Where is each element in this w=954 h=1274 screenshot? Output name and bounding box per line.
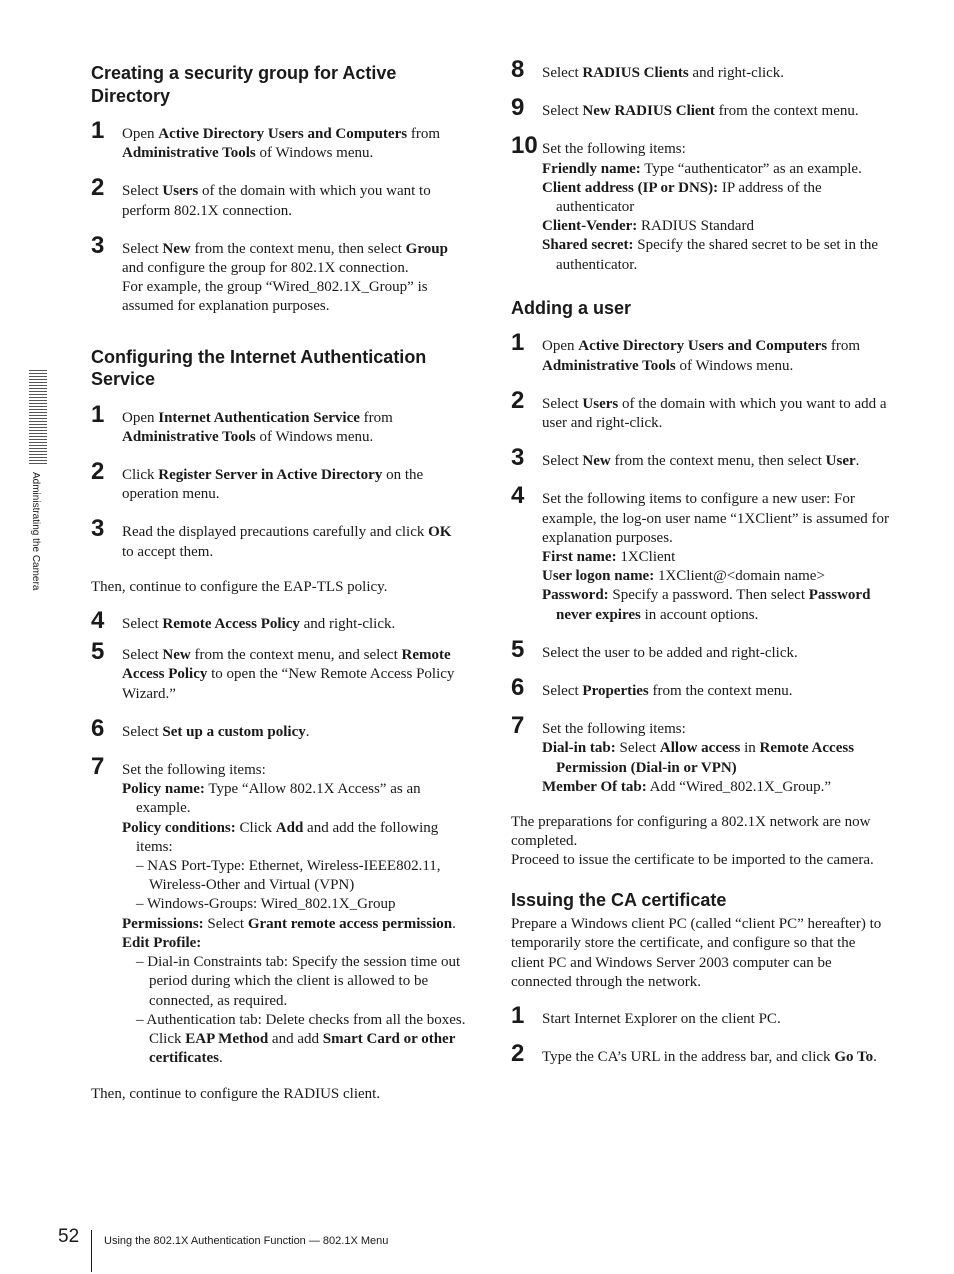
sub-item: – Dial-in Constraints tab: Specify the session time out period during which the client is allowed to be connected, as required. <box>136 954 461 1009</box>
footer-divider <box>91 1230 92 1272</box>
setting-password: Password: Specify a password. Then select Password never expires in account options. <box>542 587 871 623</box>
step-text: Open Internet Authentication Service from Administrative Tools of Windows menu. <box>122 409 393 445</box>
step-number: 4 <box>511 482 525 510</box>
left-column <box>91 62 466 1123</box>
step-number: 3 <box>91 515 105 543</box>
step <box>511 132 889 274</box>
step-number: 1 <box>511 1001 525 1029</box>
section-title-adding-user: Adding a user <box>511 297 632 318</box>
step-text: Select Set up a custom policy. <box>122 723 310 740</box>
step-number: 6 <box>91 714 105 742</box>
setting-friendly-name: Friendly name: Type “authenticator” as an example. <box>542 160 862 177</box>
setting-first-name: First name: 1XClient <box>542 548 676 565</box>
step-number: 2 <box>511 1040 525 1068</box>
step-text: Set the following items: <box>122 762 266 779</box>
step-note: For example, the group “Wired_802.1X_Group” is assumed for explanation purposes. <box>122 279 428 315</box>
side-section-label: Administrating the Camera <box>30 472 41 591</box>
step <box>511 94 889 122</box>
sub-item: – Authentication tab: Delete checks from all the boxes. Click EAP Method and add Smart Card or other certificates. <box>136 1011 466 1067</box>
setting-client-vender: Client-Vender: RADIUS Standard <box>542 218 754 235</box>
setting-shared-secret: Shared secret: Specify the shared secret to be set in the authenticator. <box>542 237 879 273</box>
step-number: 6 <box>511 673 525 701</box>
step-text: Select New from the context menu, and select Remote Access Policy to open the “New Remote Access Policy Wizard.” <box>122 647 455 702</box>
step <box>511 1001 889 1029</box>
paragraph-prep-complete: The preparations for configuring a 802.1X network are now completed. <box>511 813 871 850</box>
step <box>511 482 889 624</box>
step-number: 2 <box>511 386 525 414</box>
setting-client-address: Client address (IP or DNS): IP address of the authenticator <box>542 179 822 216</box>
step <box>511 673 889 701</box>
setting-user-logon-name: User logon name: 1XClient@<domain name> <box>542 568 825 585</box>
page-number: 52 <box>58 1226 80 1247</box>
step-number: 1 <box>511 329 525 357</box>
step-number: 1 <box>91 117 105 144</box>
step-text: Start Internet Explorer on the client PC. <box>542 1010 781 1027</box>
step-text: Select RADIUS Clients and right-click. <box>542 65 785 81</box>
step-text: Set the following items to configure a new user: For example, the log-on user name “1XClient” is assumed for explanation purposes. <box>542 491 889 546</box>
step <box>511 635 889 663</box>
setting-permissions: Permissions: Select Grant remote access permission. <box>122 915 456 932</box>
footer-running-title: Using the 802.1X Authentication Function — 802.1X Menu <box>104 1235 389 1247</box>
step-text: Select New from the context menu, then select Group and configure the group for 802.1X connection. <box>122 240 448 277</box>
step <box>91 117 466 163</box>
step-number: 7 <box>511 712 525 740</box>
setting-edit-profile: Edit Profile: <box>122 934 202 951</box>
step-number: 2 <box>91 458 105 486</box>
side-index-tab <box>29 370 47 466</box>
step <box>91 174 466 220</box>
step-number: 7 <box>91 753 105 781</box>
step-text: Click Register Server in Active Directory on the operation menu. <box>122 467 424 503</box>
step-text: Select Users of the domain with which you want to add a user and right-click. <box>542 395 887 431</box>
step-text: Select the user to be added and right-click. <box>542 644 798 661</box>
step <box>511 1040 889 1068</box>
step <box>91 231 466 317</box>
paragraph-radius: Then, continue to configure the RADIUS client. <box>91 1086 381 1103</box>
step-number: 4 <box>91 607 105 635</box>
section-title-ias: Configuring the Internet Authentication Service <box>91 346 427 390</box>
paragraph-eap: Then, continue to configure the EAP-TLS policy. <box>91 578 388 595</box>
setting-member-of-tab: Member Of tab: Add “Wired_802.1X_Group.” <box>542 778 832 795</box>
step <box>511 444 889 472</box>
step <box>511 56 889 83</box>
setting-policy-conditions: Policy conditions: Click Add and add the following items: <box>122 819 439 855</box>
step-text: Set the following items: <box>542 721 686 738</box>
step-number: 5 <box>91 638 105 666</box>
step-text: Type the CA’s URL in the address bar, and click Go To. <box>542 1049 877 1066</box>
step <box>91 714 466 742</box>
sub-item: – NAS Port-Type: Ethernet, Wireless-IEEE802.11, Wireless-Other and Virtual (VPN) <box>136 858 441 894</box>
step-number: 1 <box>91 400 105 428</box>
step-number: 8 <box>511 56 525 83</box>
step-number: 5 <box>511 635 525 663</box>
paragraph-ca-intro: Prepare a Windows client PC (called “client PC” hereafter) to temporarily store the certificate, and configure so that the client PC and Windows Server 2003 computer can be connected through the network. <box>511 916 882 990</box>
step-text: Read the displayed precautions carefully and click OK to accept them. <box>122 524 452 560</box>
step <box>511 386 889 433</box>
step-number: 2 <box>91 174 105 202</box>
step-text: Select New RADIUS Client from the context menu. <box>542 103 859 120</box>
step <box>91 400 466 447</box>
step-number: 3 <box>91 231 105 259</box>
step-text: Select Properties from the context menu. <box>542 682 793 699</box>
right-column <box>511 56 889 1086</box>
step <box>511 712 889 797</box>
setting-policy-name: Policy name: Type “Allow 802.1X Access” as an example. <box>122 781 421 817</box>
step-text: Open Active Directory Users and Computers from Administrative Tools of Windows menu. <box>122 126 441 162</box>
step <box>91 607 466 635</box>
step <box>91 638 466 704</box>
step-number: 3 <box>511 444 525 472</box>
setting-dial-in-tab: Dial-in tab: Select Allow access in Remote Access Permission (Dial-in or VPN) <box>542 740 855 776</box>
section-title-security-group: Creating a security group for Active Directory <box>91 63 397 106</box>
step <box>91 515 466 561</box>
step-number: 10 <box>511 132 538 160</box>
section-title-ca-certificate: Issuing the CA certificate <box>511 889 727 910</box>
step <box>511 329 889 375</box>
step-number: 9 <box>511 94 525 122</box>
step-text: Select New from the context menu, then select User. <box>542 453 860 470</box>
step-text: Select Users of the domain with which you want to perform 802.1X connection. <box>122 183 431 219</box>
paragraph-proceed: Proceed to issue the certificate to be imported to the camera. <box>511 852 874 869</box>
step-text: Open Active Directory Users and Computers from Administrative Tools of Windows menu. <box>542 338 861 374</box>
step-text: Select Remote Access Policy and right-click. <box>122 616 396 633</box>
step-text: Set the following items: <box>542 141 686 158</box>
step <box>91 753 466 1068</box>
step <box>91 458 466 504</box>
sub-item: – Windows-Groups: Wired_802.1X_Group <box>136 896 396 913</box>
